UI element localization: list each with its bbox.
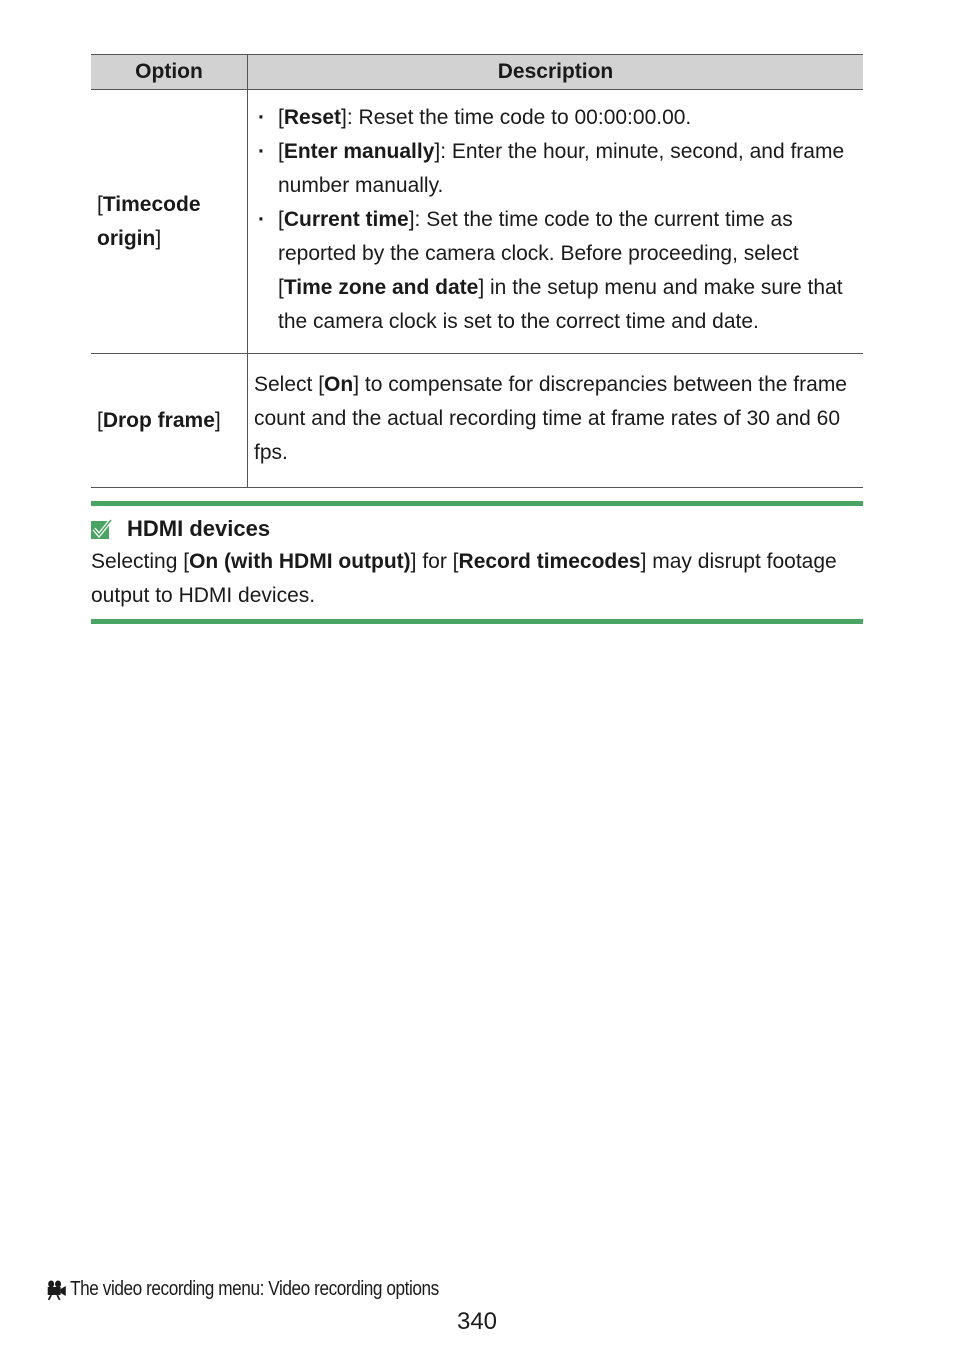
check-icon (91, 519, 113, 539)
table-header-row (91, 55, 863, 90)
description-cell: Select [On] to compensate for discrepancies between the frame count and the actual recording time at frame rates of 30 and 60 fps. (248, 354, 864, 488)
footer-text: The video recording menu: Video recording options (70, 1278, 439, 1300)
list-item: · [Reset]: Reset the time code to 00:00:00.00. (254, 101, 857, 135)
option-name: Timecode origin (97, 192, 201, 250)
bullet: · (258, 207, 265, 231)
movie-camera-icon (46, 1280, 67, 1300)
table-row (91, 90, 863, 354)
option-cell: [Timecode origin] (91, 90, 248, 354)
bullet: · (258, 105, 265, 129)
header-description: Description (248, 55, 864, 90)
note-title: HDMI devices (127, 516, 271, 541)
note-box (91, 501, 863, 624)
list-item: · [Enter manually]: Enter the hour, minute, second, and frame number manually. (254, 135, 857, 203)
page-number: 340 (456, 1308, 498, 1335)
footer-breadcrumb[interactable] (46, 1278, 439, 1301)
header-option: Option (91, 55, 248, 90)
table-row (91, 354, 863, 488)
option-cell: [Drop frame] (91, 354, 248, 488)
option-name: Drop frame (102, 408, 215, 432)
note-body: Selecting [On (with HDMI output)] for [Record timecodes] may disrupt footage output to HDMI devices. (91, 550, 837, 607)
options-table (91, 54, 863, 488)
note-header (91, 514, 863, 544)
bullet-list (254, 101, 857, 339)
bullet: · (258, 139, 265, 163)
list-item: · [Current time]: Set the time code to the current time as reported by the camera clock. Before proceeding, select [Time zone and date] in the setup menu and make sure that the camera clock is set to the correct time and date. (254, 203, 857, 339)
description-cell (248, 90, 864, 354)
